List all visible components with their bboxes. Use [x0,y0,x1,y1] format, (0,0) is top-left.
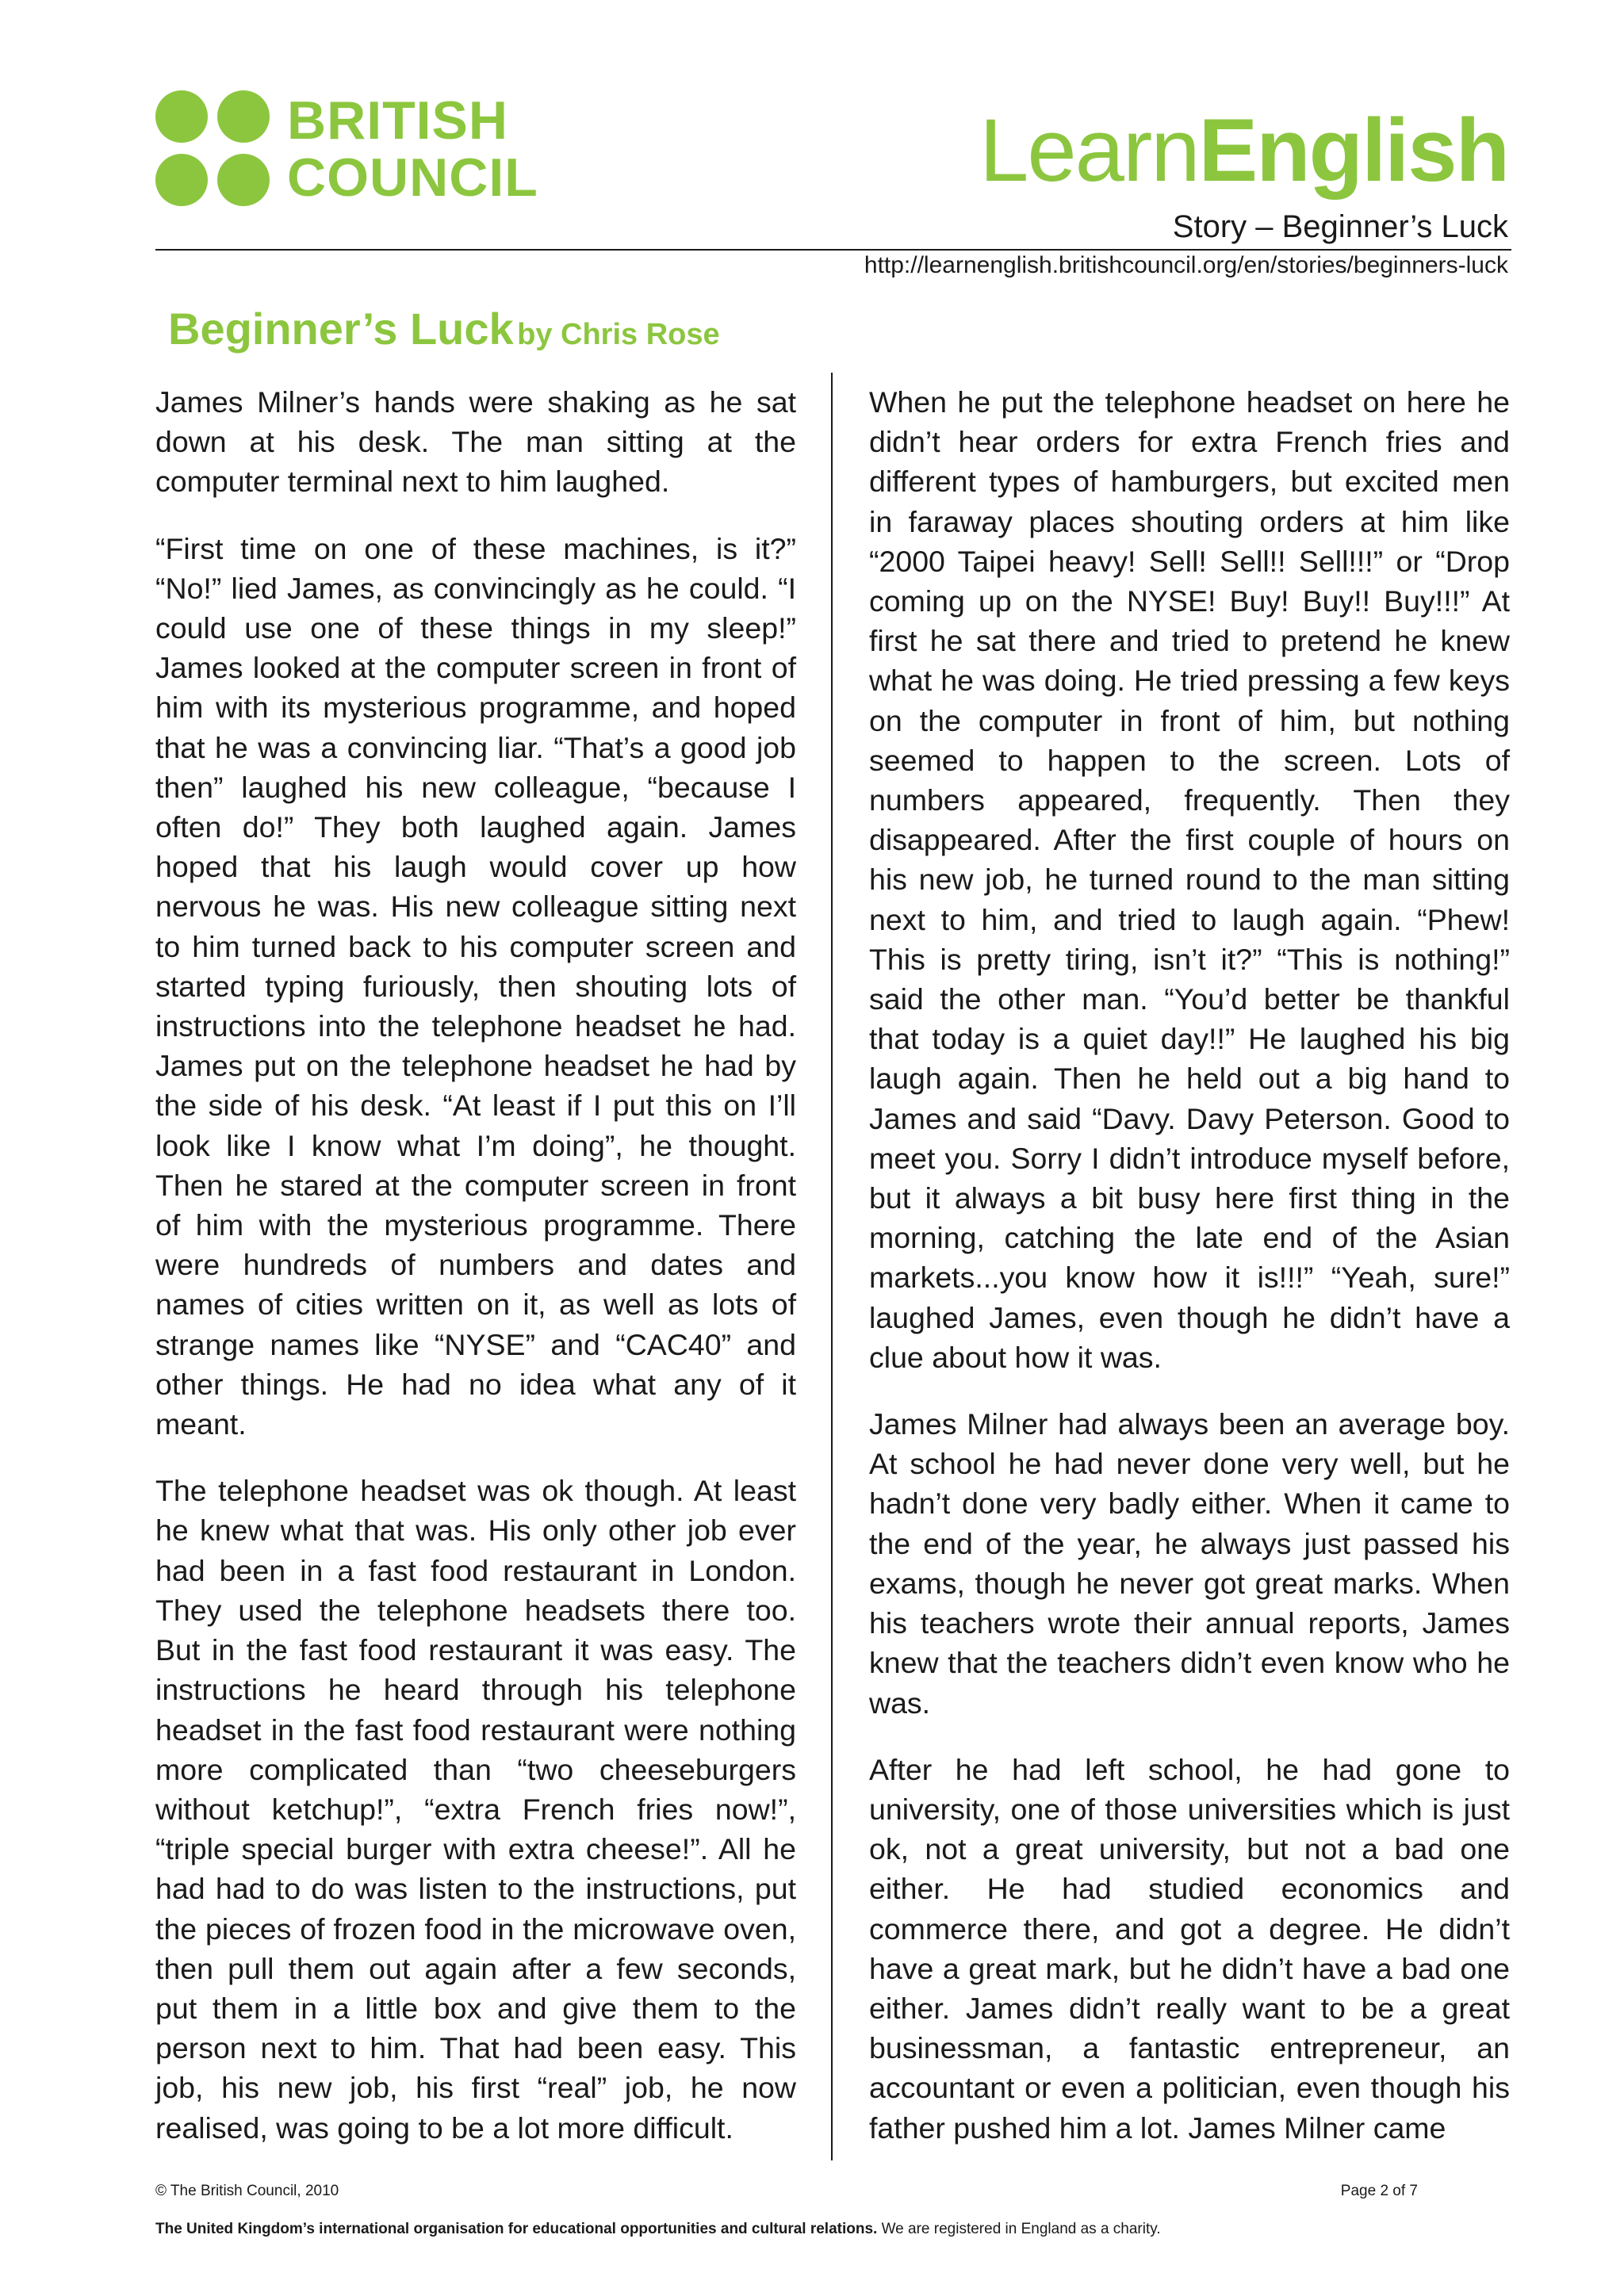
british-council-wordmark: BRITISH COUNCIL [287,90,538,208]
paragraph: “First time on one of these machines, is it?” “No!” lied James, as convincingly as he could. “I could use one of these things in my sleep!” James looked at the computer screen in front of him with its mysterious programme, and hoped that he was a convincing liar. “That’s a good job then” laughed his new colleague, “because I often do!” They both laughed again. James hoped that his laugh would cover up how nervous he was. His new colleague sitting next to him turned back to his computer screen and started typing furiously, then shouting lots of instructions into the telephone headset he had. James put on the telephone headset he had by the side of his desk. “At least if I put this on I’ll look like I know what I’m doing”, he thought. Then he stared at the computer screen in front of him with the mysterious programme. There were hundreds of numbers and dates and names of cities written on it, as well as lots of strange names like “NYSE” and “CAC40” and other things. He had no idea what any of it meant. [155,531,796,1441]
story-heading [168,301,720,357]
column-divider [831,373,833,2160]
paragraph: James Milner had always been an average boy. At school he had never done very well, but he hadn’t done very badly either. When it came to the end of the year, he always just passed his exams, though he never got great marks. When his teachers wrote their annual reports, James knew that the teachers didn’t even know who he was. [869,1407,1510,1720]
paragraph: James Milner’s hands were shaking as he sat down at his desk. The man sitting at the computer terminal next to him laughed. [155,385,796,499]
copyright: © The British Council, 2010 [155,2183,339,2199]
british-council-dots-icon [155,90,274,209]
british-council-logo [155,90,552,209]
story-url: http://learnenglish.britishcouncil.org/en/stories/beginners-luck [864,252,1508,278]
learnenglish-logo: LearnEnglish [979,101,1508,200]
charity-notice: The United Kingdom’s international organisation for educational opportunities and cultural relations. We are registered in England as a charity. [155,2221,1161,2237]
paragraph: After he had left school, he had gone to university, one of those universities which is just ok, not a great university, but not a bad one either. He had studied economics and commerce there, and got a degree. He didn’t have a great mark, but he didn’t have a bad one either. James didn’t really want to be a great businessman, a fantastic entrepreneur, an accountant or even a politician, even though his father pushed him a lot. James Milner came [869,1752,1510,2145]
story-header-title: Story – Beginner’s Luck [1172,209,1508,244]
story-title: Beginner’s Luck [168,304,514,354]
paragraph: When he put the telephone headset on here he didn’t hear orders for extra French fries and different types of hamburgers, but excited men in faraway places shouting orders at him like “2000 Taipei heavy! Sell! Sell!! Sell!!!” or “Drop coming up on the NYSE! Buy! Buy!! Buy!!!” At first he sat there and tried to pretend he knew what he was doing. He tried pressing a few keys on the computer in front of him, but nothing seemed to happen to the screen. Lots of numbers appeared, frequently. Then they disappeared. After the first couple of hours on his new job, he turned round to the man sitting next to him, and tried to laugh again. “Phew! This is pretty tiring, isn’t it?” “This is nothing!” said the other man. “You’d better be thankful that today is a quiet day!!” He laughed his big laugh again. Then he held out a big hand to James and said “Davy. Davy Peterson. Good to meet you. Sorry I didn’t introduce myself before, but it always a bit busy here first thing in the morning, catching the late end of the Asian markets...you know how it is!!!” “Yeah, sure!” laughed James, even though he didn’t have a clue about how it was. [869,385,1510,1374]
story-byline: by Chris Rose [517,318,720,351]
right-column [869,382,1510,2175]
page-number: Page 2 of 7 [1340,2183,1418,2199]
paragraph: The telephone headset was ok though. At least he knew what that was. His only other job ever had been in a fast food restaurant in London. They used the telephone headsets there too. But in the fast food restaurant it was easy. The instructions he heard through his telephone headset in the fast food restaurant were nothing more complicated than “two cheeseburgers without ketchup!”, “extra French fries now!”, “triple special burger with extra cheese!”. All he had had to do was listen to the instructions, put the pieces of frozen food in the microwave oven, then pull them out again after a few seconds, put them in a little box and give them to the person next to him. That had been easy. This job, his new job, his first “real” job, he now realised, was going to be a lot more difficult. [155,1474,796,2145]
left-column [155,382,796,2175]
